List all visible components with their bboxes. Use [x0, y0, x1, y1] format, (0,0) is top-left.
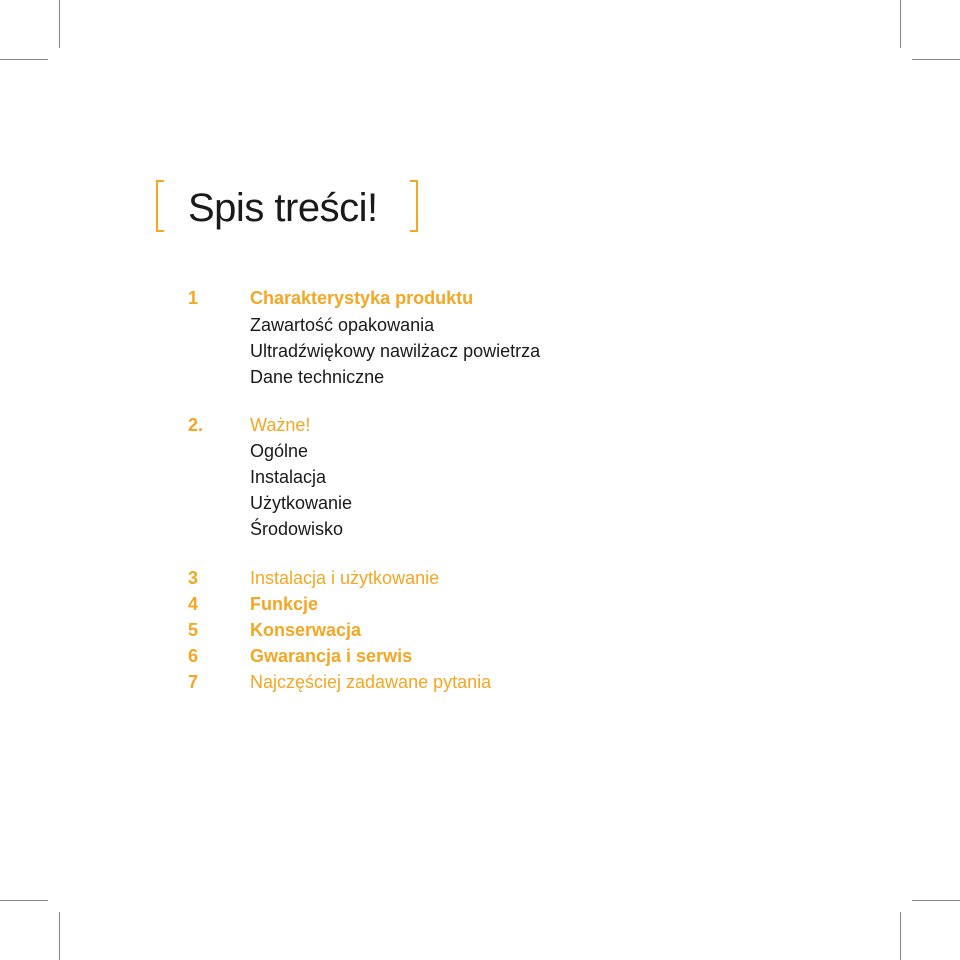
toc-subitem-label: Zawartość opakowania — [250, 315, 435, 335]
title-bracket-left — [156, 180, 164, 232]
toc-section-number: 5 — [188, 620, 199, 640]
toc-subitem-label: Instalacja — [250, 467, 327, 487]
toc-section-heading: Funkcje — [250, 594, 319, 614]
crop-mark-bottom-left-vertical — [59, 912, 60, 960]
toc-subitem-label: Dane techniczne — [250, 367, 385, 387]
title-bracket-right — [410, 180, 418, 232]
toc-section-number: 3 — [188, 568, 199, 588]
page-title: Spis treści! — [188, 186, 378, 230]
toc-section-number: 4 — [188, 594, 199, 614]
toc-section-number: 2. — [188, 415, 204, 435]
toc-section-number: 1 — [188, 288, 199, 308]
toc-subitem-label: Ultradźwiękowy nawilżacz powietrza — [250, 341, 541, 361]
toc-subitem-label: Ogólne — [250, 441, 309, 461]
toc-section-number: 6 — [188, 646, 199, 666]
toc-section-number: 7 — [188, 672, 199, 692]
toc-section-heading: Instalacja i użytkowanie — [250, 568, 440, 588]
toc-section-heading: Charakterystyka produktu — [250, 288, 474, 308]
toc-section-heading: Konserwacja — [250, 620, 362, 640]
crop-mark-top-right-vertical — [900, 0, 901, 48]
toc-subitem-label: Środowisko — [250, 519, 344, 539]
crop-mark-bottom-right-vertical — [900, 912, 901, 960]
crop-mark-top-left-vertical — [59, 0, 60, 48]
crop-mark-bottom-left-horizontal — [0, 900, 48, 901]
toc-section-heading: Ważne! — [250, 415, 311, 435]
crop-mark-top-left-horizontal — [0, 59, 48, 60]
crop-mark-top-right-horizontal — [912, 59, 960, 60]
crop-mark-bottom-right-horizontal — [912, 900, 960, 901]
toc-section-heading: Gwarancja i serwis — [250, 646, 413, 666]
toc-section-heading: Najczęściej zadawane pytania — [250, 672, 492, 692]
toc-subitem-label: Użytkowanie — [250, 493, 353, 513]
